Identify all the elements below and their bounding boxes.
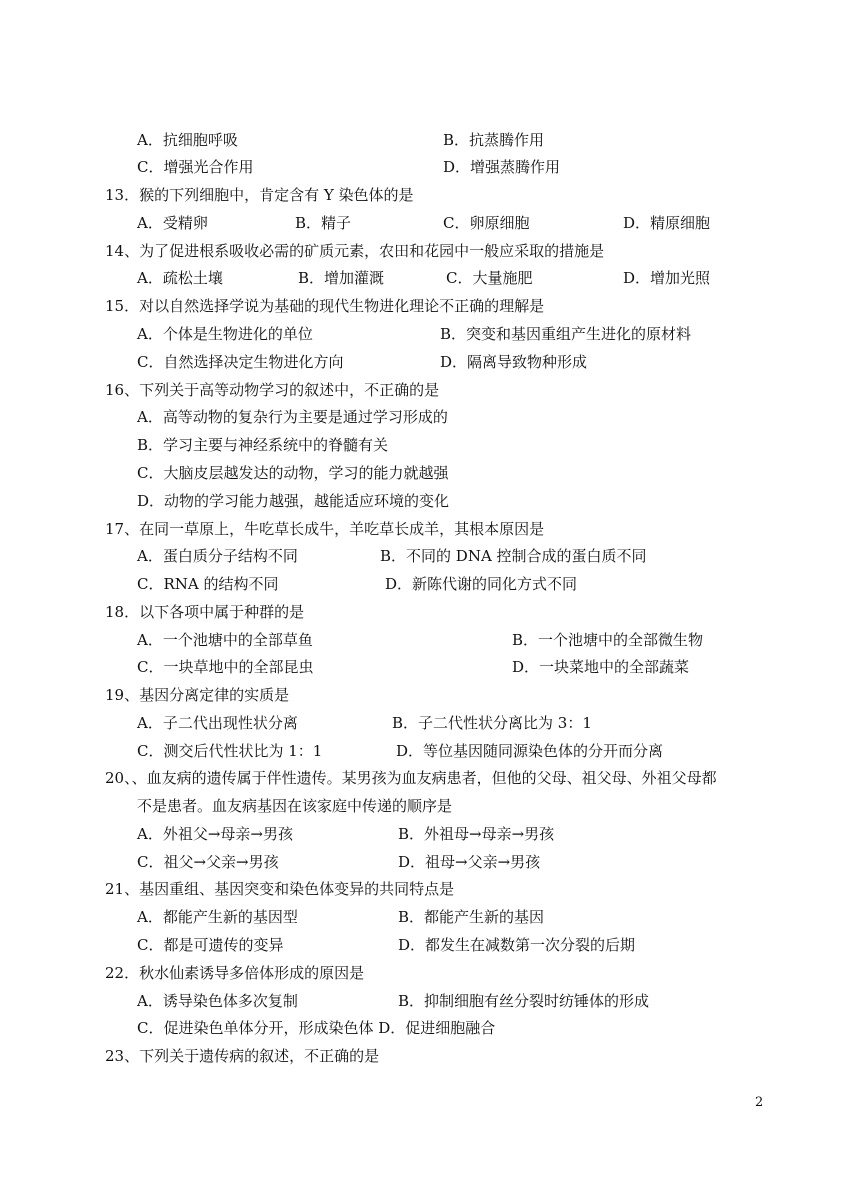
option-d: D．等位基因随同源染色体的分开而分离 (396, 742, 664, 760)
option-d: D．祖母→父亲→男孩 (398, 853, 541, 871)
option-a: C．增强光合作用 (137, 158, 254, 176)
option-c: C．都是可遗传的变异 (137, 936, 284, 954)
option-c: C．自然选择决定生物进化方向 (137, 353, 344, 371)
question-20: 20、、血友病的遗传属于伴性遗传。某男孩为血友病患者，但他的父母、祖父母、外祖父母都 (105, 769, 717, 787)
option-a: A．外祖父→母亲→男孩 (137, 825, 293, 843)
question-13: 13．猴的下列细胞中，肯定含有 Y 染色体的是 (105, 186, 414, 204)
option-d: D．隔离导致物种形成 (440, 353, 588, 371)
question-14: 14、为了促进根系吸收必需的矿质元素，农田和花园中一般应采取的措施是 (105, 242, 605, 260)
question-15: 15．对以自然选择学说为基础的现代生物进化理论不正确的理解是 (105, 297, 545, 315)
option-d: D．精原细胞 (623, 214, 711, 232)
option-b: B．增加灌溉 (298, 269, 385, 287)
option-c: C．RNA 的结构不同 (137, 575, 279, 593)
option-c: C．大脑皮层越发达的动物，学习的能力就越强 (137, 464, 449, 482)
question-16: 16、下列关于高等动物学习的叙述中，不正确的是 (105, 381, 440, 399)
option-a: A．抗细胞呼吸 (137, 131, 238, 149)
option-b: B．一个池塘中的全部微生物 (512, 631, 704, 649)
option-a: A．蛋白质分子结构不同 (137, 547, 298, 565)
option-d: D．动物的学习能力越强，越能适应环境的变化 (137, 492, 450, 510)
option-a: A．受精卵 (137, 214, 208, 232)
option-c: C．一块草地中的全部昆虫 (137, 658, 314, 676)
question-19: 19、基因分离定律的实质是 (105, 686, 290, 704)
option-c: C．卵原细胞 (443, 214, 530, 232)
option-b: B．抗蒸腾作用 (443, 131, 545, 149)
question-17: 17、在同一草原上，牛吃草长成牛，羊吃草长成羊，其根本原因是 (105, 520, 545, 538)
option-a: A．子二代出现性状分离 (137, 714, 298, 732)
option-a: A．个体是生物进化的单位 (137, 325, 313, 343)
option-d: D．一块菜地中的全部蔬菜 (512, 658, 690, 676)
option-b: B．都能产生新的基因 (398, 908, 545, 926)
option-line (137, 130, 238, 150)
option-a: A．都能产生新的基因型 (137, 908, 298, 926)
option-b: B．精子 (295, 214, 352, 232)
option-c-and-d: C．促进染色单体分开，形成染色体 D．促进细胞融合 (137, 1019, 496, 1037)
question-23: 23、下列关于遗传病的叙述，不正确的是 (105, 1047, 380, 1065)
question-22: 22．秋水仙素诱导多倍体形成的原因是 (105, 964, 365, 982)
option-c: C．大量施肥 (446, 269, 533, 287)
option-c: C．祖父→父亲→男孩 (137, 853, 279, 871)
question-21: 21、基因重组、基因突变和染色体变异的共同特点是 (105, 880, 455, 898)
page-number: 2 (755, 1095, 764, 1110)
option-a: A．疏松土壤 (137, 269, 223, 287)
question-18: 18．以下各项中属于种群的是 (105, 603, 305, 621)
option-b: D．增强蒸腾作用 (443, 158, 561, 176)
option-b: B．子二代性状分离比为 3：1 (392, 714, 592, 732)
option-b: B．外祖母→母亲→男孩 (398, 825, 555, 843)
option-d: D．都发生在减数第一次分裂的后期 (398, 936, 636, 954)
option-a: A．一个池塘中的全部草鱼 (137, 631, 313, 649)
option-b: B．突变和基因重组产生进化的原材料 (440, 325, 692, 343)
option-a: A．高等动物的复杂行为主要是通过学习形成的 (137, 408, 448, 426)
option-b: B．不同的 DNA 控制合成的蛋白质不同 (380, 547, 647, 565)
option-d: D．新陈代谢的同化方式不同 (385, 575, 578, 593)
option-b: B．抑制细胞有丝分裂时纺锤体的形成 (398, 992, 650, 1010)
option-c: C．测交后代性状比为 1：1 (137, 742, 323, 760)
option-a: A．诱导染色体多次复制 (137, 992, 298, 1010)
option-b: B．学习主要与神经系统中的脊髓有关 (137, 436, 389, 454)
question-20-continued: 不是患者。血友病基因在该家庭中传递的顺序是 (137, 797, 453, 815)
option-d: D．增加光照 (623, 269, 711, 287)
